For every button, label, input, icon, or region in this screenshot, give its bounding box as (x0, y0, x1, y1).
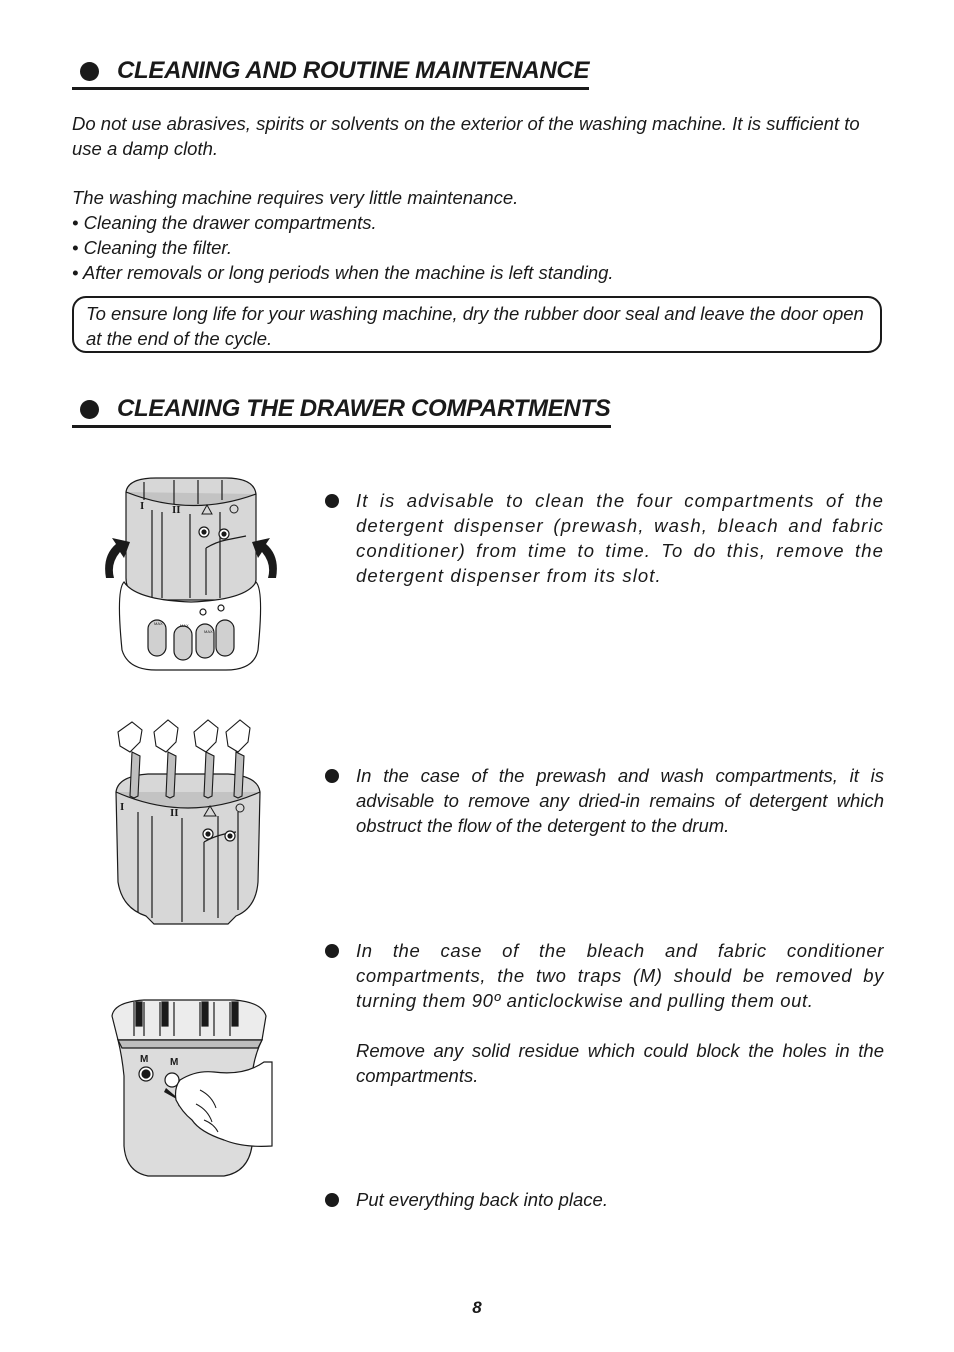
bullet-text: In the case of the bleach and fabric conditioner compartments, the two traps (M) should be removed by turning them 90º anticlockwise and pulling them out. (356, 940, 884, 1011)
max-level-label: MAX (180, 623, 189, 628)
compartment-label-2: II (172, 504, 181, 516)
bullet-dot-icon (325, 944, 339, 958)
max-level-label: MAX (154, 621, 163, 626)
bullet-text-continued: Remove any solid residue which could block the holes in the compartments. (356, 1040, 884, 1086)
trap-label-m: M (170, 1057, 179, 1068)
bullet-dot-icon (80, 400, 99, 419)
bullet-text: It is advisable to clean the four compartments of the detergent dispenser (prewash, wash, bleach and fabric conditioner) from time to time. To do this, remove the detergent dispenser from its slot. (356, 490, 884, 586)
compartment-label-1: I (120, 801, 125, 813)
section-heading-cleaning-maintenance (72, 56, 589, 90)
section-heading-drawer-compartments (72, 394, 611, 428)
compartment-brushing-illustration (108, 712, 268, 934)
trap-label-m: M (140, 1054, 149, 1065)
compartment-label-2: II (170, 807, 179, 819)
bullet-dot-icon (325, 769, 339, 783)
door-seal-note-box: To ensure long life for your washing machine, dry the rubber door seal and leave the door open at the end of the cycle. (72, 296, 882, 353)
dispenser-removal-illustration (96, 470, 286, 680)
intro-paragraph: Do not use abrasives, spirits or solvents on the exterior of the washing machine. It is sufficient to use a damp cloth. (72, 113, 860, 159)
maintenance-lead: The washing machine requires very little maintenance. (72, 187, 519, 208)
max-level-label: MAX (204, 629, 213, 634)
bullet-text: In the case of the prewash and wash compartments, it is advisable to remove any dried-in remains of detergent which obstruct the flow of the detergent to the drum. (356, 765, 884, 836)
section-title: CLEANING THE DRAWER COMPARTMENTS (117, 395, 611, 422)
list-item (325, 488, 885, 588)
bullet-dot-icon (325, 494, 339, 508)
bullet-dot-icon (325, 1193, 339, 1207)
list-item: • Cleaning the filter. (72, 237, 233, 258)
bullet-dot-icon (80, 62, 99, 81)
trap-removal-illustration (104, 996, 274, 1180)
list-item (325, 763, 885, 838)
compartment-label-1: I (140, 500, 145, 512)
list-item: • After removals or long periods when the machine is left standing. (72, 262, 614, 283)
list-item (325, 938, 885, 1088)
section-title: CLEANING AND ROUTINE MAINTENANCE (117, 57, 590, 84)
page-number: 8 (472, 1298, 482, 1317)
list-item (325, 1187, 885, 1212)
list-item: • Cleaning the drawer compartments. (72, 212, 377, 233)
maintenance-list-block (72, 185, 882, 285)
bullet-text: Put everything back into place. (356, 1189, 608, 1210)
